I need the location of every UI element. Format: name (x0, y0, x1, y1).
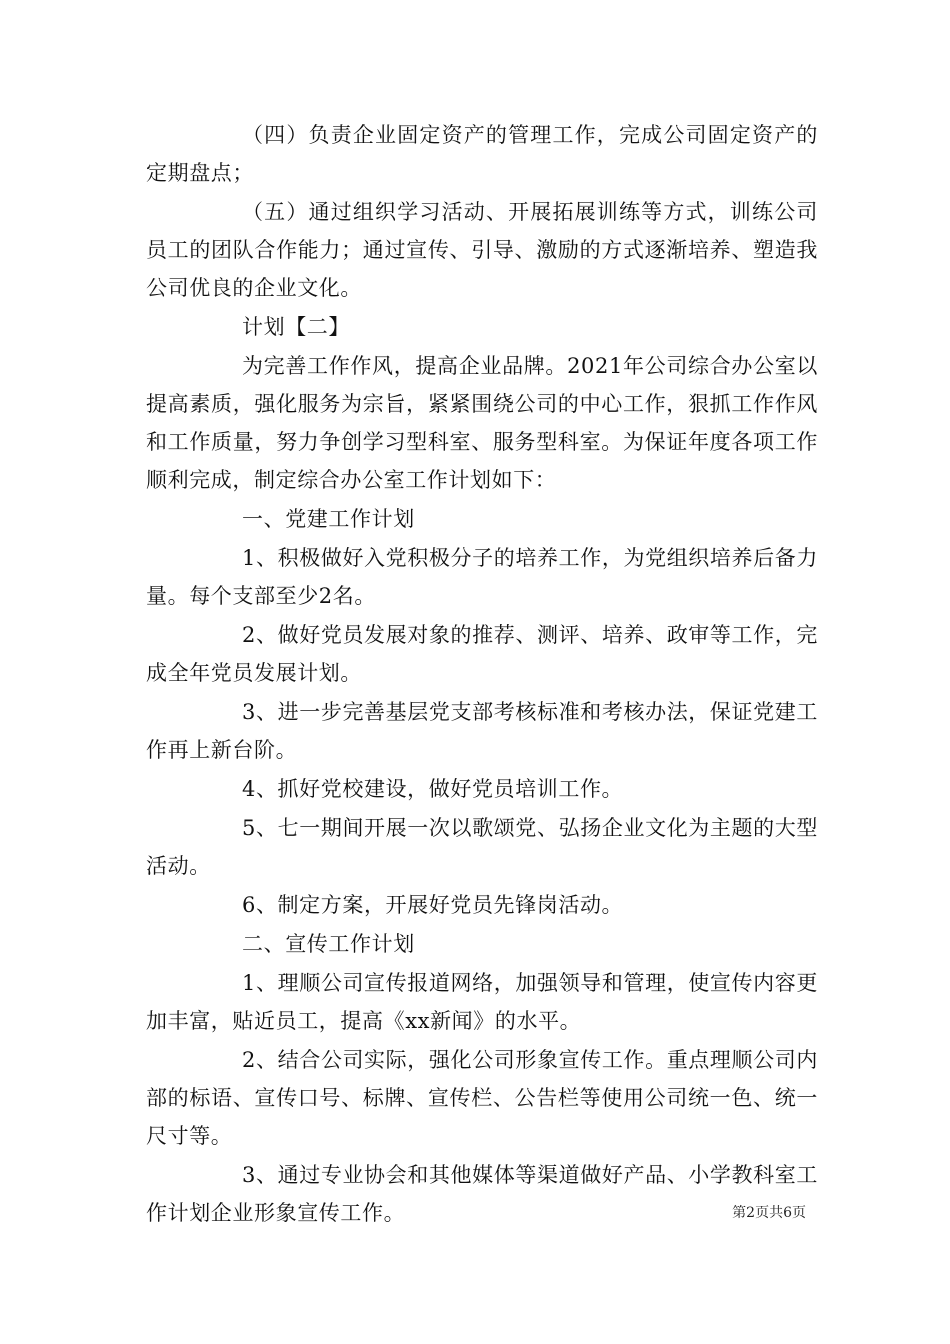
list-item: 1、理顺公司宣传报道网络，加强领导和管理，使宣传内容更加丰富，贴近员工，提高《xx新闻》的水平。 (146, 971, 818, 1033)
paragraph: （五）通过组织学习活动、开展拓展训练等方式，训练公司员工的团队合作能力；通过宣传、引导、激励的方式逐渐培养、塑造我公司优良的企业文化。 (146, 200, 818, 300)
list-item: 3、通过专业协会和其他媒体等渠道做好产品、小学教科室工作计划企业形象宣传工作。 (146, 1163, 818, 1225)
list-item: 2、结合公司实际，强化公司形象宣传工作。重点理顺公司内部的标语、宣传口号、标牌、宣传栏、公告栏等使用公司统一色、统一尺寸等。 (146, 1048, 818, 1148)
list-item: 6、制定方案，开展好党员先锋岗活动。 (242, 893, 624, 917)
list-item: 4、抓好党校建设，做好党员培训工作。 (242, 777, 624, 801)
list-item: 2、做好党员发展对象的推荐、测评、培养、政审等工作，完成全年党员发展计划。 (146, 623, 818, 685)
section-heading: 二、宣传工作计划 (242, 932, 415, 956)
list-item: 3、进一步完善基层党支部考核标准和考核办法，保证党建工作再上新台阶。 (146, 700, 818, 762)
list-item: 5、七一期间开展一次以歌颂党、弘扬企业文化为主题的大型活动。 (146, 816, 818, 878)
paragraph: 为完善工作作风，提高企业品牌。2021年公司综合办公室以提高素质，强化服务为宗旨，紧紧围绕公司的中心工作，狠抓工作作风和工作质量，努力争创学习型科室、服务型科室。为保证年度各项工作顺利完成，制定综合办公室工作计划如下： (146, 354, 818, 492)
list-item: 1、积极做好入党积极分子的培养工作，为党组织培养后备力量。每个支部至少2名。 (146, 546, 818, 608)
paragraph: （四）负责企业固定资产的管理工作，完成公司固定资产的定期盘点； (146, 123, 818, 185)
section-heading: 一、党建工作计划 (242, 507, 415, 531)
section-heading: 计划【二】 (242, 315, 350, 339)
page-number: 第2页共6页 (732, 1205, 806, 1221)
document-body (146, 116, 818, 1233)
